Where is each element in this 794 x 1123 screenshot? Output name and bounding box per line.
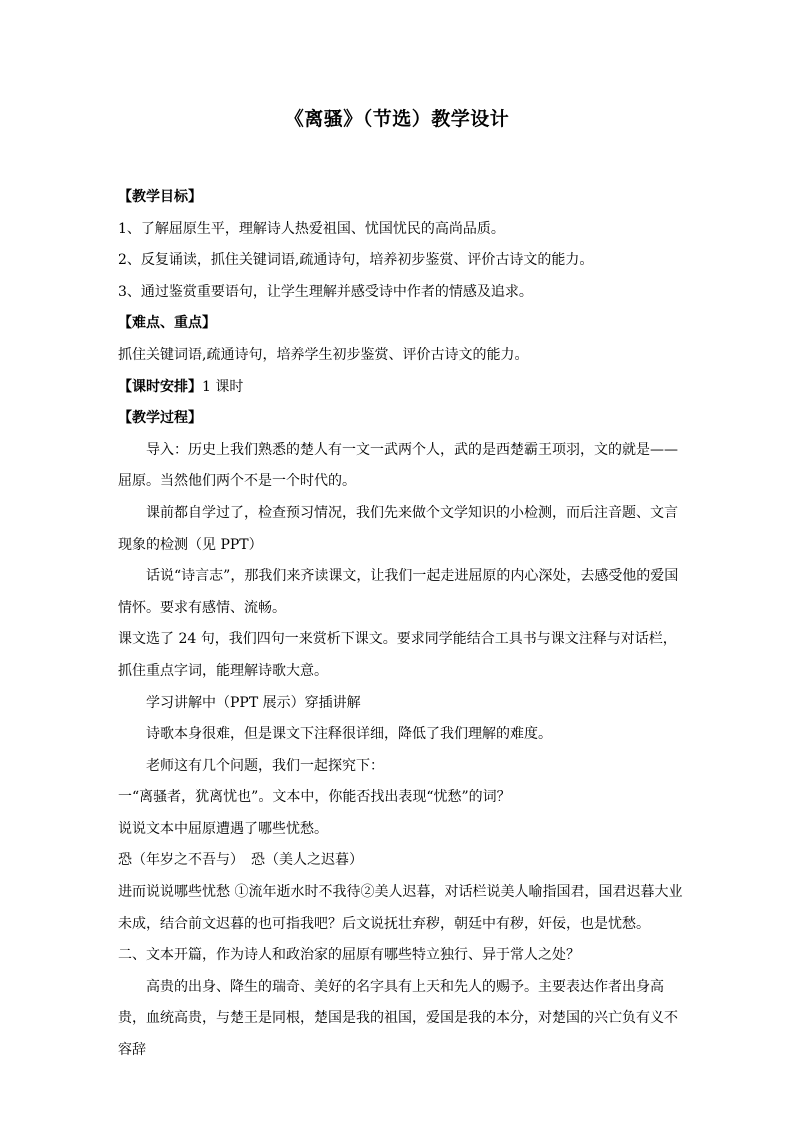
- question-one-words: 恐（年岁之不吾与） 恐（美人之迟暮）: [118, 852, 363, 869]
- objective-item: 1、了解屈原生平，理解诗人热爱祖国、忧国忧民的高尚品质。: [118, 220, 505, 237]
- objective-item: 3、通过鉴赏重要语句，让学生理解并感受诗中作者的情感及追求。: [118, 283, 533, 300]
- document-title: 《离骚》（节选）教学设计: [284, 108, 510, 130]
- paragraph-intro: 导入：历史上我们熟悉的楚人有一文一武两个人，武的是西楚霸王项羽，文的就是——屈原。当然他们两个不是一个时代的。: [118, 441, 678, 490]
- paragraph-ppt: 学习讲解中（PPT 展示）穿插讲解: [146, 694, 361, 711]
- paragraph-selection: 课文选了 24 句，我们四句一来赏析下课文。要求同学能结合工具书与课文注释与对话栏，抓住重点字词，能理解诗歌大意。: [118, 631, 677, 679]
- paragraph-preview: 课前都自学过了，检查预习情况，我们先来做个文学知识的小检测，而后注音题、文言现象的检测（见 PPT）: [118, 504, 678, 553]
- question-two: 二、文本开篇，作为诗人和政治家的屈原有哪些特立独行、异于常人之处？: [118, 947, 580, 964]
- question-one-sub: 说说文本中屈原遭遇了哪些忧愁。: [118, 820, 328, 837]
- schedule-heading: 【课时安排】: [118, 378, 202, 395]
- schedule-value: 1 课时: [202, 378, 244, 395]
- process-heading: 【教学过程】: [118, 410, 202, 427]
- difficulty-text: 抓住关键词语,疏通诗句，培养学生初步鉴赏、评价古诗文的能力。: [118, 346, 529, 363]
- question-one: 一“离骚者，犹离忧也”。文本中，你能否找出表现“忧愁”的词？: [118, 789, 511, 806]
- paragraph-questions: 老师这有几个问题，我们一起探究下：: [146, 757, 384, 774]
- paragraph-reading: 话说“诗言志”，那我们来齐读课文，让我们一起走进屈原的内心深处，去感受他的爱国情怀。要求有感情、流畅。: [118, 568, 679, 616]
- schedule-line: [118, 372, 683, 404]
- question-two-answer: 高贵的出身、降生的瑞奇、美好的名字具有上天和先人的赐予。主要表达作者出身高贵，血统高贵，与楚王是同根，楚国是我的祖国，爱国是我的本分，对楚国的兴亡负有义不容辞: [118, 978, 678, 1059]
- difficulty-heading: 【难点、重点】: [118, 315, 216, 332]
- paragraph-annotation: 诗歌本身很难，但是课文下注释很详细，降低了我们理解的难度。: [146, 726, 552, 743]
- objective-item: 2、反复诵读，抓住关键词语,疏通诗句，培养初步鉴赏、评价古诗文的能力。: [118, 252, 594, 269]
- document-body: [118, 182, 683, 1067]
- objectives-heading: 【教学目标】: [118, 189, 202, 205]
- question-one-answer: 进而说说哪些忧愁 ①流年逝水时不我待②美人迟暮，对话栏说美人喻指国君，国君迟暮大业未成，结合前文迟暮的也可指我吧？后文说抚壮弃秽，朝廷中有秽，奸佞，也是忧愁。: [118, 884, 683, 932]
